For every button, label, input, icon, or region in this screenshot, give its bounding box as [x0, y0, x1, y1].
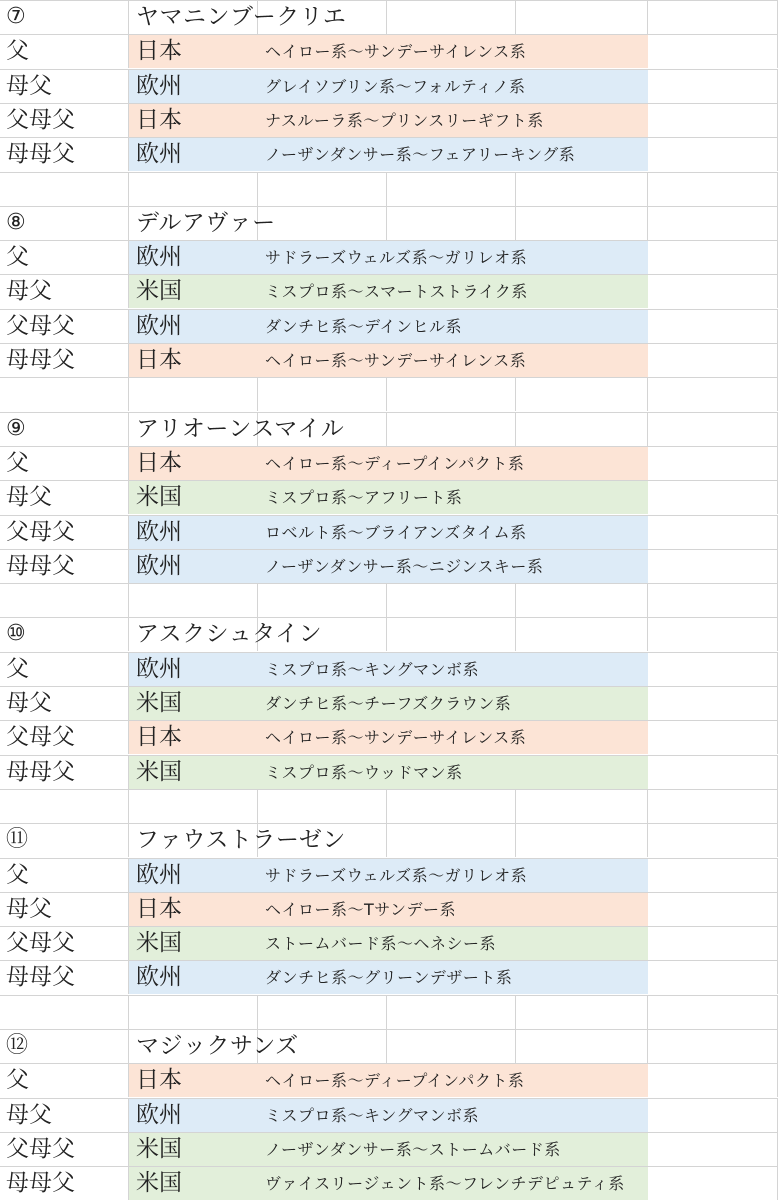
region-cell[interactable]: 欧州	[136, 964, 182, 991]
role-cell[interactable]: 父母父	[6, 518, 75, 545]
lineage-cell[interactable]: ヘイロー系～Tサンデー系	[265, 899, 456, 919]
horse-title-row	[0, 206, 778, 240]
column-gridline	[128, 617, 129, 651]
role-cell[interactable]: 母母父	[6, 347, 75, 373]
column-gridline	[515, 206, 516, 240]
role-cell[interactable]: 母父	[6, 72, 52, 99]
pedigree-row	[0, 343, 778, 377]
row-gridline	[0, 377, 778, 378]
column-gridline	[647, 412, 648, 446]
role-cell[interactable]: 父母父	[6, 724, 75, 751]
column-gridline	[515, 789, 516, 823]
horse-title-row	[0, 823, 778, 857]
column-gridline	[257, 172, 258, 206]
role-cell[interactable]: 母父	[6, 278, 52, 305]
pedigree-row	[0, 1132, 778, 1166]
role-cell[interactable]: 父	[6, 38, 29, 65]
lineage-cell[interactable]: ノーザンダンサー系～フェアリーキング系	[265, 145, 576, 165]
region-cell[interactable]: 欧州	[136, 312, 182, 339]
region-cell[interactable]: 米国	[136, 1135, 182, 1162]
role-cell[interactable]: 母母父	[6, 964, 75, 991]
horse-title-row	[0, 0, 778, 34]
lineage-cell[interactable]: ヘイロー系～サンデーサイレンス系	[265, 728, 527, 748]
column-gridline	[515, 377, 516, 411]
column-gridline	[257, 583, 258, 617]
role-cell[interactable]: 母母父	[6, 141, 75, 168]
region-cell[interactable]: 欧州	[136, 141, 182, 168]
lineage-cell[interactable]: ノーザンダンサー系～ニジンスキー系	[265, 556, 544, 576]
role-cell[interactable]: 父母父	[6, 312, 75, 339]
row-gridline	[0, 1029, 778, 1030]
horse-name-cell[interactable]: ファウストラーゼン	[136, 827, 346, 854]
column-gridline	[647, 206, 648, 240]
column-gridline	[647, 377, 648, 411]
column-gridline	[386, 789, 387, 823]
column-gridline	[515, 823, 516, 857]
horse-title-row	[0, 617, 778, 651]
column-gridline	[386, 412, 387, 446]
pedigree-row	[0, 446, 778, 480]
horse-number-cell[interactable]: ⑨	[6, 415, 26, 441]
region-cell[interactable]: 日本	[136, 895, 182, 922]
pedigree-row	[0, 69, 778, 103]
row-gridline	[0, 583, 778, 584]
horse-title-row	[0, 1029, 778, 1063]
region-cell[interactable]: 欧州	[136, 518, 182, 545]
lineage-cell[interactable]: ダンチヒ系～グリーンデザート系	[265, 968, 513, 988]
region-cell[interactable]: 欧州	[136, 655, 182, 682]
region-cell[interactable]: 米国	[136, 1170, 182, 1197]
region-cell[interactable]: 日本	[136, 106, 182, 133]
lineage-cell[interactable]: ミスプロ系～キングマンボ系	[265, 1105, 480, 1125]
role-cell[interactable]: 父	[6, 449, 29, 476]
lineage-cell[interactable]: ヴァイスリージェント系～フレンチデピュティ系	[265, 1174, 625, 1194]
column-gridline	[128, 206, 129, 240]
region-cell[interactable]: 日本	[136, 38, 182, 65]
lineage-cell[interactable]: ミスプロ系～スマートストライク系	[265, 282, 528, 302]
column-gridline	[386, 172, 387, 206]
column-gridline	[386, 995, 387, 1029]
column-gridline	[647, 617, 648, 651]
column-gridline	[515, 172, 516, 206]
pedigree-row	[0, 1063, 778, 1097]
column-gridline	[128, 1029, 129, 1063]
lineage-cell[interactable]: ヘイロー系～サンデーサイレンス系	[265, 351, 527, 370]
pedigree-row	[0, 652, 778, 686]
spacer-row	[0, 789, 778, 823]
horse-number-cell[interactable]: ⑧	[6, 209, 26, 235]
region-cell[interactable]: 米国	[136, 484, 182, 511]
row-gridline	[0, 206, 778, 207]
pedigree-row	[0, 240, 778, 274]
spacer-row	[0, 583, 778, 617]
column-gridline	[257, 377, 258, 411]
column-gridline	[386, 377, 387, 411]
column-gridline	[515, 583, 516, 617]
pedigree-row	[0, 720, 778, 754]
role-cell[interactable]: 父母父	[6, 930, 75, 957]
column-gridline	[128, 172, 129, 206]
lineage-cell[interactable]: ダンチヒ系～デインヒル系	[265, 316, 463, 336]
horse-number-cell[interactable]: ⑦	[6, 4, 26, 29]
pedigree-row	[0, 103, 778, 137]
column-gridline	[386, 823, 387, 857]
role-cell[interactable]: 母父	[6, 895, 52, 922]
horse-name-cell[interactable]: デルアヴァー	[136, 209, 276, 236]
lineage-cell[interactable]: ロベルト系～ブライアンズタイム系	[265, 522, 527, 542]
row-gridline	[0, 823, 778, 824]
role-cell[interactable]: 母母父	[6, 758, 75, 785]
role-cell[interactable]: 父	[6, 861, 29, 888]
role-cell[interactable]: 父	[6, 244, 29, 271]
region-cell[interactable]: 日本	[136, 724, 182, 751]
region-cell[interactable]: 日本	[136, 449, 182, 476]
lineage-cell[interactable]: グレイソブリン系～フォルティノ系	[265, 76, 526, 96]
pedigree-row	[0, 309, 778, 343]
pedigree-row	[0, 515, 778, 549]
horse-number-cell[interactable]: ⑫	[6, 1033, 29, 1058]
column-gridline	[128, 789, 129, 823]
row-gridline	[0, 412, 778, 413]
column-gridline	[257, 789, 258, 823]
role-cell[interactable]: 母父	[6, 1101, 52, 1128]
lineage-cell[interactable]: ストームバード系～ヘネシー系	[265, 934, 497, 954]
row-gridline	[0, 172, 778, 173]
column-gridline	[386, 617, 387, 651]
column-gridline	[515, 617, 516, 651]
lineage-cell[interactable]: サドラーズウェルズ系～ガリレオ系	[265, 865, 528, 885]
column-gridline	[128, 823, 129, 857]
column-gridline	[128, 995, 129, 1029]
region-cell[interactable]: 米国	[136, 758, 182, 785]
horse-title-row	[0, 412, 778, 446]
column-gridline	[128, 412, 129, 446]
column-gridline	[647, 1029, 648, 1063]
role-cell[interactable]: 父母父	[6, 1135, 75, 1162]
row-gridline	[0, 789, 778, 790]
row-gridline	[0, 995, 778, 996]
region-cell[interactable]: 欧州	[136, 244, 182, 271]
pedigree-row	[0, 686, 778, 720]
pedigree-row	[0, 892, 778, 926]
lineage-cell[interactable]: ヘイロー系～サンデーサイレンス系	[265, 42, 527, 62]
region-cell[interactable]: 欧州	[136, 861, 182, 888]
horse-name-cell[interactable]: アスクシュタイン	[136, 621, 323, 648]
pedigree-row	[0, 926, 778, 960]
pedigree-row	[0, 274, 778, 308]
lineage-cell[interactable]: ダンチヒ系～チーフズクラウン系	[265, 694, 512, 713]
lineage-cell[interactable]: ミスプロ系～アフリート系	[265, 488, 463, 508]
role-cell[interactable]: 母母父	[6, 1170, 75, 1197]
column-gridline	[647, 583, 648, 617]
horse-number-cell[interactable]: ⑩	[6, 621, 26, 647]
pedigree-row	[0, 137, 778, 171]
column-gridline	[647, 823, 648, 857]
lineage-cell[interactable]: ミスプロ系～ウッドマン系	[265, 762, 463, 782]
column-gridline	[647, 995, 648, 1029]
column-gridline	[386, 1029, 387, 1063]
lineage-cell[interactable]: ヘイロー系～ディープインパクト系	[265, 1071, 525, 1091]
column-gridline	[386, 583, 387, 617]
pedigree-row	[0, 755, 778, 789]
pedigree-row	[0, 480, 778, 514]
region-cell[interactable]: 日本	[136, 1067, 182, 1094]
column-gridline	[128, 583, 129, 617]
pedigree-row	[0, 34, 778, 68]
column-gridline	[386, 206, 387, 240]
spacer-row	[0, 995, 778, 1029]
row-gridline	[0, 617, 778, 618]
role-cell[interactable]: 母父	[6, 690, 52, 716]
column-gridline	[128, 0, 129, 34]
pedigree-row	[0, 858, 778, 892]
row-gridline	[0, 0, 778, 1]
spacer-row	[0, 377, 778, 411]
column-gridline	[515, 0, 516, 34]
pedigree-row	[0, 1166, 778, 1200]
pedigree-row	[0, 960, 778, 994]
region-cell[interactable]: 欧州	[136, 552, 182, 579]
lineage-cell[interactable]: サドラーズウェルズ系～ガリレオ系	[265, 248, 528, 268]
horse-name-cell[interactable]: アリオーンスマイル	[136, 415, 345, 442]
column-gridline	[515, 1029, 516, 1063]
lineage-cell[interactable]: ナスルーラ系～プリンスリーギフト系	[265, 110, 544, 130]
column-gridline	[515, 995, 516, 1029]
region-cell[interactable]: 米国	[136, 930, 182, 957]
role-cell[interactable]: 父	[6, 655, 29, 682]
column-gridline	[128, 377, 129, 411]
role-cell[interactable]: 父母父	[6, 106, 75, 133]
column-gridline	[647, 789, 648, 823]
column-gridline	[647, 0, 648, 34]
region-cell[interactable]: 欧州	[136, 1101, 182, 1128]
column-gridline	[515, 412, 516, 446]
pedigree-row	[0, 1098, 778, 1132]
region-cell[interactable]: 日本	[136, 347, 182, 373]
lineage-cell[interactable]: ノーザンダンサー系～ストームバード系	[265, 1139, 561, 1159]
spacer-row	[0, 172, 778, 206]
horse-name-cell[interactable]: ヤマニンブークリエ	[136, 4, 347, 30]
lineage-cell[interactable]: ヘイロー系～ディープインパクト系	[265, 453, 525, 473]
horse-number-cell[interactable]: ⑪	[6, 827, 29, 853]
column-gridline	[647, 172, 648, 206]
pedigree-row	[0, 549, 778, 583]
role-cell[interactable]: 母父	[6, 484, 52, 511]
role-cell[interactable]: 父	[6, 1067, 29, 1094]
lineage-cell[interactable]: ミスプロ系～キングマンボ系	[265, 659, 480, 679]
region-cell[interactable]: 米国	[136, 690, 182, 716]
horse-name-cell[interactable]: マジックサンズ	[136, 1033, 299, 1059]
region-cell[interactable]: 米国	[136, 278, 182, 305]
column-gridline	[386, 0, 387, 34]
column-gridline	[257, 995, 258, 1029]
role-cell[interactable]: 母母父	[6, 552, 75, 579]
region-cell[interactable]: 欧州	[136, 72, 182, 99]
